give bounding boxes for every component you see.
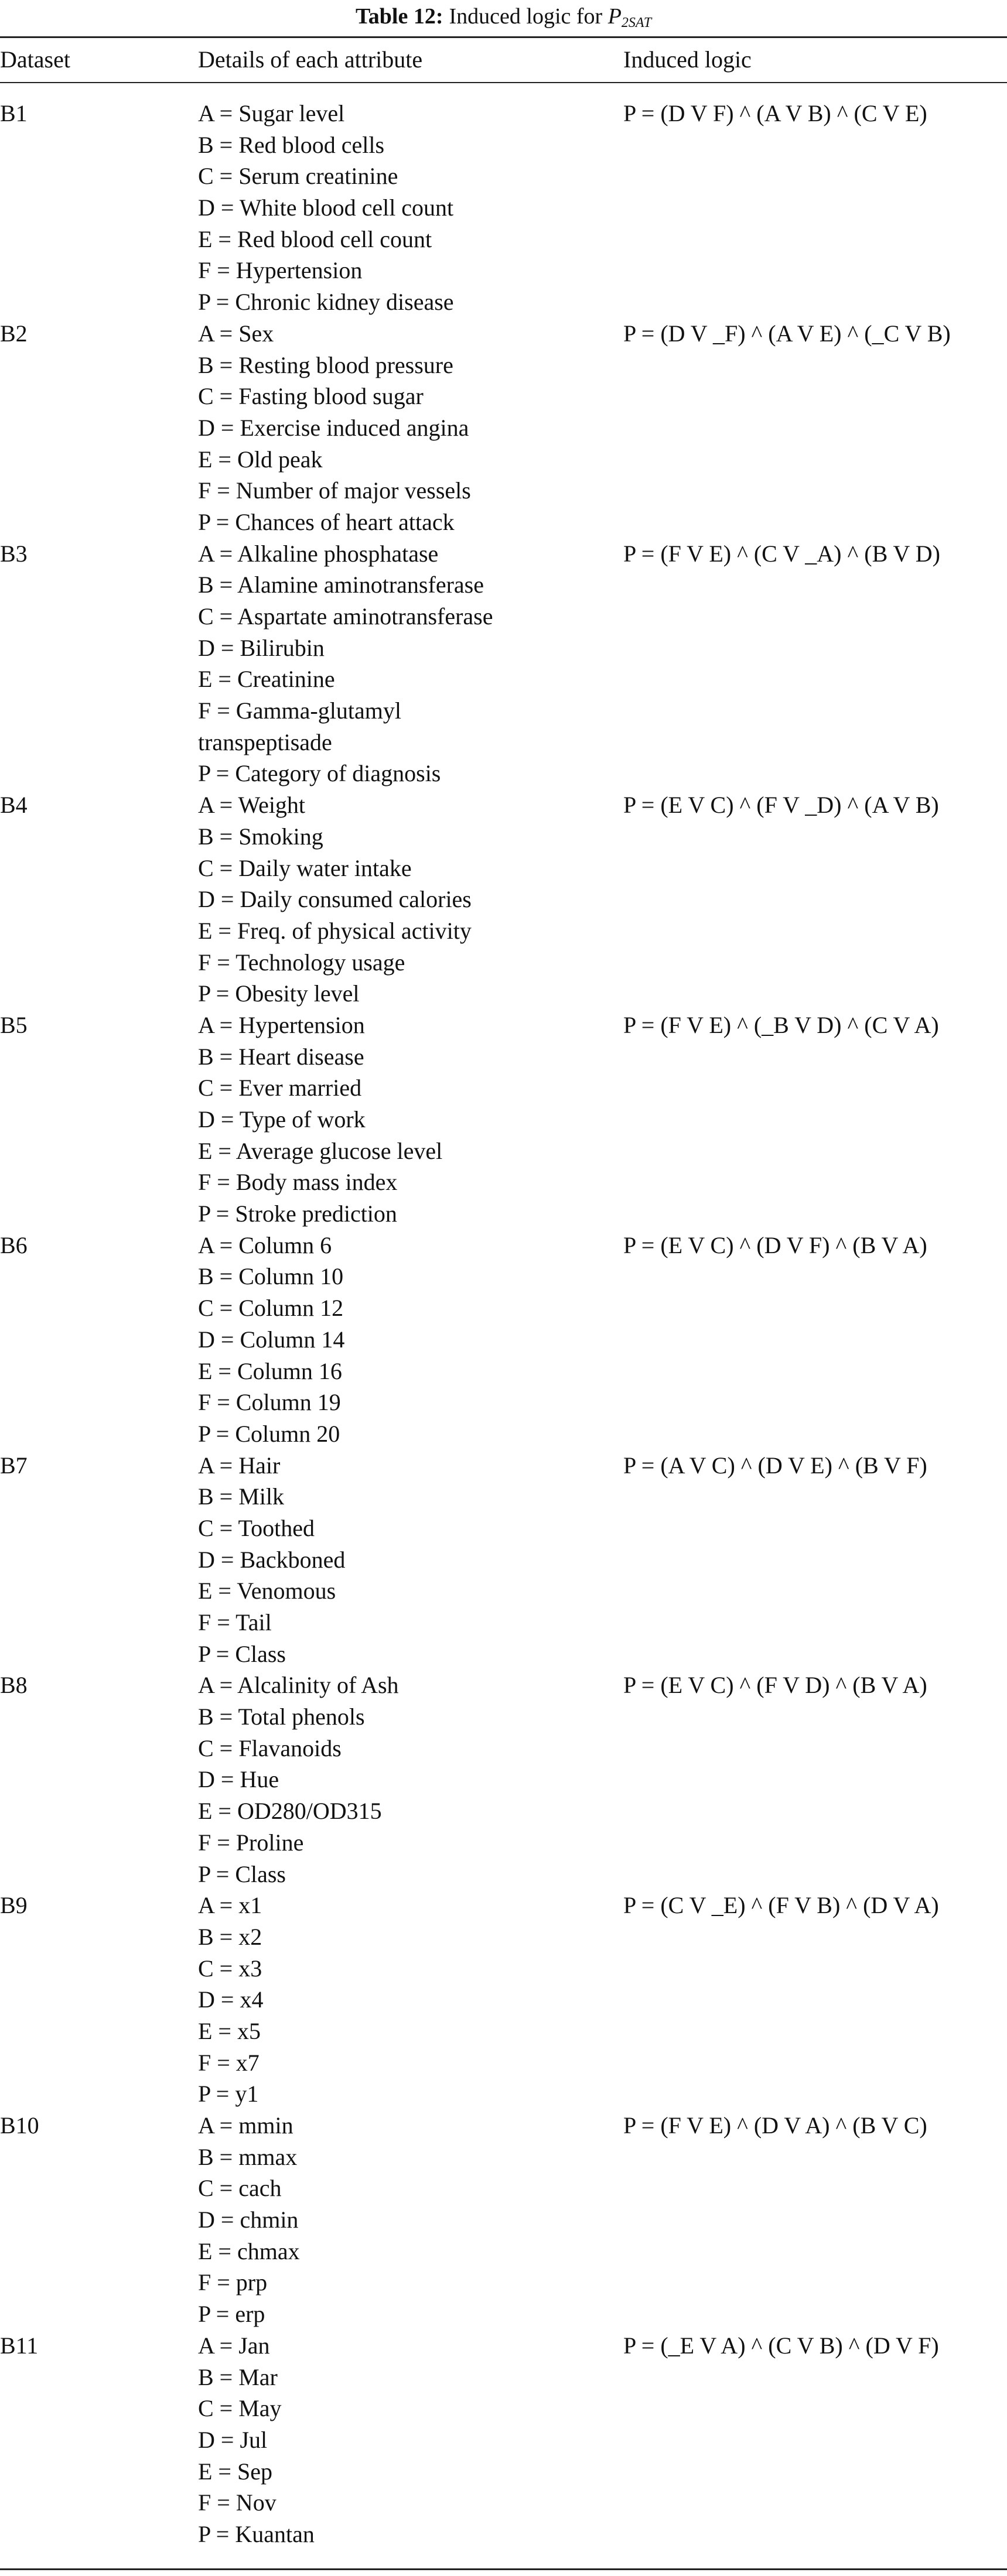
attribute-line: F = Technology usage [198, 949, 405, 976]
attribute-line: D = Type of work [198, 1106, 366, 1133]
attribute-line: E = Old peak [198, 446, 323, 473]
attribute-line: C = Serum creatinine [198, 163, 398, 190]
induced-logic-cell: P = (A V C) ^ (D V E) ^ (B V F) [623, 1452, 927, 1479]
attribute-details-cell [198, 1230, 608, 1450]
attribute-line: E = Column 16 [198, 1357, 342, 1384]
caption-subscript: 2SAT [621, 15, 652, 30]
attribute-line: A = mmin [198, 2112, 293, 2139]
attribute-line: A = Alkaline phosphatase [198, 540, 439, 567]
attribute-line: transpeptisade [198, 728, 332, 755]
table-body [0, 98, 1007, 2550]
attribute-line: D = Column 14 [198, 1326, 345, 1353]
attribute-line: F = Number of major vessels [198, 477, 471, 504]
attribute-line: D = Daily consumed calories [198, 886, 472, 913]
attribute-line: F = Proline [198, 1829, 304, 1856]
attribute-line: E = Venomous [198, 1578, 336, 1605]
induced-logic-cell: P = (F V E) ^ (D V A) ^ (B V C) [623, 2112, 927, 2139]
table-row [0, 1890, 1007, 2110]
attribute-details-cell [198, 98, 608, 318]
attribute-line: B = x2 [198, 1923, 262, 1950]
attribute-line: B = Smoking [198, 823, 323, 850]
attribute-line: D = Exercise induced angina [198, 414, 469, 441]
attribute-line: E = Average glucose level [198, 1137, 443, 1164]
dataset-cell: B7 [0, 1452, 28, 1479]
table-row [0, 1010, 1007, 1230]
table-row [0, 789, 1007, 1010]
attribute-line: B = mmax [198, 2143, 298, 2170]
dataset-cell: B6 [0, 1231, 28, 1258]
attribute-line: E = x5 [198, 2017, 261, 2044]
attribute-details-cell [198, 2110, 608, 2330]
attribute-line: E = chmax [198, 2238, 300, 2264]
attribute-line: B = Milk [198, 1483, 285, 1510]
table-top-rule [0, 36, 1007, 38]
attribute-line: B = Red blood cells [198, 131, 385, 158]
attribute-line: C = cach [198, 2175, 282, 2202]
table-header-rule [0, 82, 1007, 83]
dataset-cell: B3 [0, 540, 28, 567]
attribute-line: A = Hypertension [198, 1011, 365, 1038]
induced-logic-cell: P = (F V E) ^ (_B V D) ^ (C V A) [623, 1011, 939, 1038]
table-row [0, 1450, 1007, 1670]
attribute-details-cell [198, 789, 608, 1010]
induced-logic-cell: P = (C V _E) ^ (F V B) ^ (D V A) [623, 1892, 939, 1919]
attribute-line: F = Tail [198, 1609, 272, 1636]
attribute-line: E = Creatinine [198, 666, 335, 693]
attribute-line: B = Total phenols [198, 1703, 365, 1730]
attribute-line: C = May [198, 2395, 282, 2422]
attribute-line: B = Column 10 [198, 1263, 344, 1290]
induced-logic-cell: P = (E V C) ^ (F V D) ^ (B V A) [623, 1672, 927, 1699]
attribute-line: A = Column 6 [198, 1231, 332, 1258]
attribute-line: E = OD280/OD315 [198, 1798, 382, 1825]
attribute-line: A = Sugar level [198, 100, 345, 126]
attribute-line: P = Chances of heart attack [198, 508, 455, 535]
attribute-details-cell [198, 1890, 608, 2110]
attribute-line: D = x4 [198, 1986, 264, 2013]
table-row [0, 98, 1007, 318]
table-bottom-rule [0, 2568, 1007, 2570]
table-row [0, 318, 1007, 538]
attribute-line: B = Alamine aminotransferase [198, 572, 484, 598]
attribute-details-cell [198, 1670, 608, 1890]
dataset-cell: B10 [0, 2112, 39, 2139]
attribute-line: D = chmin [198, 2206, 299, 2233]
caption-text: Induced logic for [449, 4, 603, 29]
attribute-line: F = Hypertension [198, 257, 363, 284]
attribute-line: C = Flavanoids [198, 1735, 342, 1761]
dataset-cell: B11 [0, 2332, 39, 2359]
table-row [0, 1670, 1007, 1890]
table-header-row [0, 41, 1007, 78]
attribute-details-cell [198, 538, 608, 790]
attribute-line: D = Hue [198, 1766, 279, 1793]
dataset-cell: B4 [0, 792, 28, 819]
attribute-line: P = y1 [198, 2081, 259, 2108]
dataset-cell: B8 [0, 1672, 28, 1699]
attribute-line: C = x3 [198, 1955, 262, 1982]
attribute-line: P = Obesity level [198, 980, 360, 1007]
attribute-line: A = Hair [198, 1452, 281, 1479]
attribute-line: C = Ever married [198, 1075, 362, 1101]
attribute-line: A = x1 [198, 1892, 262, 1919]
table-row [0, 1230, 1007, 1450]
attribute-line: C = Column 12 [198, 1295, 344, 1322]
induced-logic-cell: P = (_E V A) ^ (C V B) ^ (D V F) [623, 2332, 939, 2359]
attribute-line: D = White blood cell count [198, 194, 454, 221]
attribute-line: F = prp [198, 2269, 268, 2296]
attribute-details-cell [198, 318, 608, 538]
attribute-line: B = Heart disease [198, 1043, 364, 1070]
attribute-details-cell [198, 1010, 608, 1230]
attribute-line: A = Alcalinity of Ash [198, 1672, 399, 1699]
attribute-line: E = Freq. of physical activity [198, 917, 472, 944]
attribute-line: P = Stroke prediction [198, 1200, 397, 1227]
attribute-line: F = Nov [198, 2489, 277, 2516]
attribute-details-cell [198, 2330, 608, 2550]
dataset-cell: B2 [0, 320, 28, 347]
attribute-line: P = Category of diagnosis [198, 760, 441, 787]
induced-logic-cell: P = (D V _F) ^ (A V E) ^ (_C V B) [623, 320, 951, 347]
attribute-line: D = Jul [198, 2426, 268, 2453]
attribute-line: F = Body mass index [198, 1169, 398, 1196]
dataset-cell: B1 [0, 100, 28, 126]
header-induced-logic: Induced logic [623, 46, 752, 73]
attribute-line: P = Class [198, 1860, 286, 1887]
attribute-line: C = Toothed [198, 1514, 315, 1541]
dataset-cell: B5 [0, 1011, 28, 1038]
table-row [0, 2330, 1007, 2550]
attribute-line: P = Kuantan [198, 2520, 315, 2547]
attribute-line: F = Column 19 [198, 1389, 341, 1416]
table-caption [0, 0, 1007, 33]
header-dataset: Dataset [0, 46, 70, 73]
induced-logic-cell: P = (D V F) ^ (A V B) ^ (C V E) [623, 100, 927, 126]
attribute-line: A = Sex [198, 320, 274, 347]
header-details: Details of each attribute [198, 46, 423, 73]
attribute-line: D = Backboned [198, 1546, 346, 1573]
attribute-line: A = Weight [198, 792, 306, 819]
table-row [0, 538, 1007, 790]
caption-label: Table 12: [355, 4, 443, 29]
caption-symbol: P [607, 4, 622, 29]
attribute-line: B = Resting blood pressure [198, 351, 453, 378]
dataset-cell: B9 [0, 1892, 28, 1919]
attribute-line: E = Sep [198, 2458, 272, 2485]
attribute-line: F = x7 [198, 2049, 260, 2076]
table-row [0, 2110, 1007, 2330]
attribute-line: C = Daily water intake [198, 854, 412, 881]
attribute-line: P = Column 20 [198, 1420, 340, 1447]
attribute-line: P = erp [198, 2301, 265, 2328]
attribute-details-cell [198, 1450, 608, 1670]
induced-logic-cell: P = (F V E) ^ (C V _A) ^ (B V D) [623, 540, 940, 567]
attribute-line: D = Bilirubin [198, 634, 325, 661]
attribute-line: C = Fasting blood sugar [198, 383, 424, 410]
attribute-line: E = Red blood cell count [198, 225, 432, 252]
induced-logic-cell: P = (E V C) ^ (F V _D) ^ (A V B) [623, 792, 939, 819]
attribute-line: C = Aspartate aminotransferase [198, 603, 493, 630]
induced-logic-cell: P = (E V C) ^ (D V F) ^ (B V A) [623, 1231, 927, 1258]
attribute-line: P = Chronic kidney disease [198, 289, 454, 316]
attribute-line: A = Jan [198, 2332, 270, 2359]
attribute-line: F = Gamma-glutamyl [198, 697, 401, 724]
attribute-line: B = Mar [198, 2363, 278, 2390]
attribute-line: P = Class [198, 1640, 286, 1667]
